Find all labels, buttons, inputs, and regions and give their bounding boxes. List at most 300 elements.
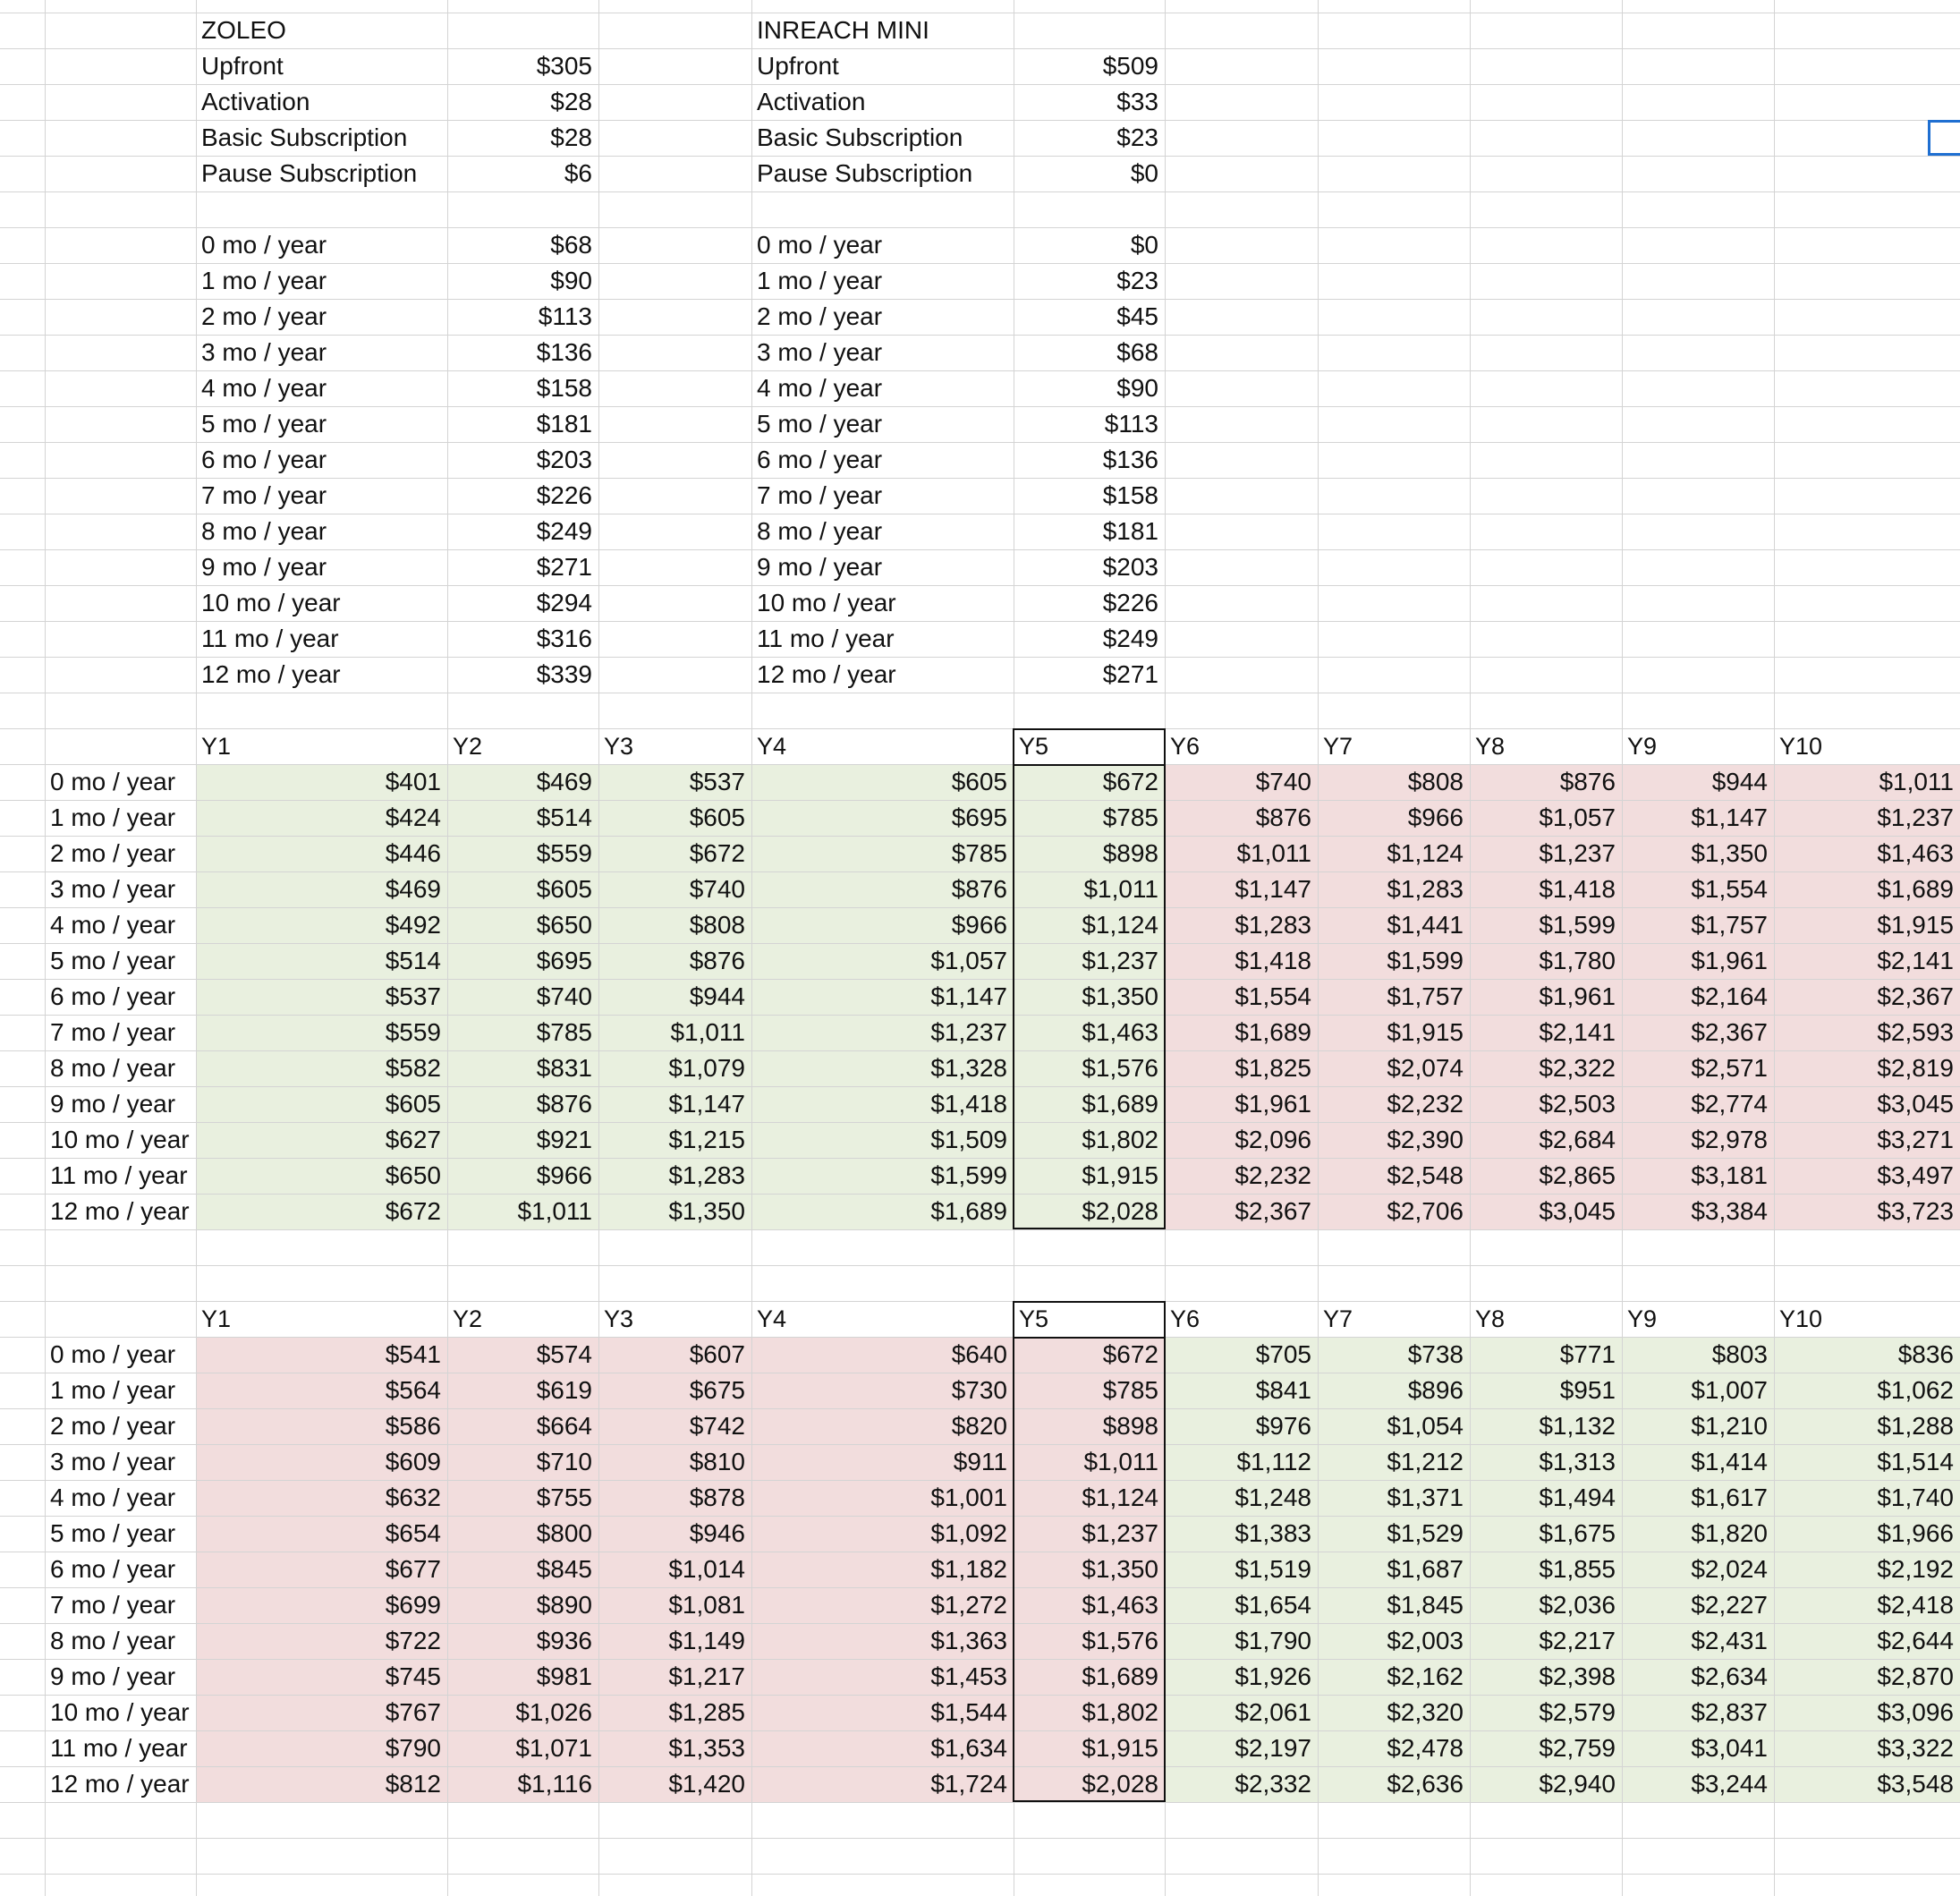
inreach-usage-value[interactable]: $249 <box>1102 625 1158 652</box>
inreach-usage-label[interactable]: 3 mo / year <box>757 338 883 366</box>
projection_inreach-cell[interactable]: $1,026 <box>515 1698 592 1726</box>
projection_inreach-cell[interactable]: $810 <box>689 1448 745 1475</box>
zoleo-usage-value[interactable]: $226 <box>536 481 592 509</box>
projection_inreach-cell[interactable]: $1,383 <box>1235 1519 1311 1547</box>
inreach-usage-label[interactable]: 9 mo / year <box>757 553 883 581</box>
projection_inreach-row-label[interactable]: 1 mo / year <box>50 1376 176 1404</box>
projection_zoleo-cell[interactable]: $1,599 <box>1387 947 1464 974</box>
zoleo-usage-value[interactable]: $271 <box>536 553 592 581</box>
projection_zoleo-cell[interactable]: $2,503 <box>1539 1090 1616 1118</box>
projection_inreach-cell[interactable]: $1,001 <box>930 1484 1007 1511</box>
projection_zoleo-cell[interactable]: $1,124 <box>1082 911 1158 939</box>
projection_inreach-cell[interactable]: $2,940 <box>1539 1770 1616 1798</box>
projection_inreach-cell[interactable]: $1,617 <box>1691 1484 1768 1511</box>
projection_inreach-cell[interactable]: $2,636 <box>1387 1770 1464 1798</box>
projection_inreach-cell[interactable]: $2,478 <box>1387 1734 1464 1762</box>
projection_zoleo-cell[interactable]: $1,689 <box>1082 1090 1158 1118</box>
projection_inreach-cell[interactable]: $3,096 <box>1877 1698 1954 1726</box>
projection_inreach-cell[interactable]: $976 <box>1255 1412 1311 1440</box>
projection_inreach-cell[interactable]: $1,092 <box>930 1519 1007 1547</box>
projection_zoleo-cell[interactable]: $1,509 <box>930 1126 1007 1153</box>
inreach-usage-value[interactable]: $0 <box>1130 231 1158 259</box>
projection_inreach-cell[interactable]: $1,740 <box>1877 1484 1954 1511</box>
projection_zoleo-cell[interactable]: $1,915 <box>1082 1161 1158 1189</box>
projection_zoleo-cell[interactable]: $605 <box>689 803 745 831</box>
projection_inreach-cell[interactable]: $2,036 <box>1539 1591 1616 1619</box>
projection_zoleo-cell[interactable]: $2,028 <box>1082 1197 1158 1225</box>
projection_zoleo-cell[interactable]: $695 <box>536 947 592 974</box>
projection_inreach-cell[interactable]: $1,820 <box>1691 1519 1768 1547</box>
zoleo-usage-value[interactable]: $203 <box>536 446 592 473</box>
projection_zoleo-cell[interactable]: $582 <box>385 1054 441 1082</box>
inreach-usage-label[interactable]: 1 mo / year <box>757 267 883 294</box>
zoleo-usage-value[interactable]: $158 <box>536 374 592 402</box>
projection_zoleo-cell[interactable]: $559 <box>385 1018 441 1046</box>
projection_inreach-row-label[interactable]: 5 mo / year <box>50 1519 176 1547</box>
projection_inreach-cell[interactable]: $1,544 <box>930 1698 1007 1726</box>
projection_inreach-cell[interactable]: $2,192 <box>1877 1555 1954 1583</box>
projection_zoleo-cell[interactable]: $1,441 <box>1387 911 1464 939</box>
projection_zoleo-cell[interactable]: $492 <box>385 911 441 939</box>
zoleo-usage-value[interactable]: $316 <box>536 625 592 652</box>
projection_inreach-year-header[interactable]: Y10 <box>1779 1305 1823 1332</box>
zoleo-usage-label[interactable]: 3 mo / year <box>201 338 327 366</box>
projection_inreach-cell[interactable]: $586 <box>385 1412 441 1440</box>
inreach-usage-value[interactable]: $226 <box>1102 589 1158 616</box>
projection_zoleo-cell[interactable]: $2,141 <box>1877 947 1954 974</box>
projection_zoleo-cell[interactable]: $1,237 <box>1082 947 1158 974</box>
projection_zoleo-cell[interactable]: $514 <box>536 803 592 831</box>
projection_inreach-cell[interactable]: $1,116 <box>517 1770 592 1798</box>
projection_zoleo-cell[interactable]: $2,390 <box>1387 1126 1464 1153</box>
projection_zoleo-row-label[interactable]: 0 mo / year <box>50 768 176 795</box>
projection_zoleo-cell[interactable]: $1,283 <box>1387 875 1464 903</box>
projection_zoleo-cell[interactable]: $740 <box>1255 768 1311 795</box>
projection_zoleo-cell[interactable]: $1,418 <box>1235 947 1311 974</box>
projection_zoleo-cell[interactable]: $1,554 <box>1691 875 1768 903</box>
projection_zoleo-cell[interactable]: $785 <box>536 1018 592 1046</box>
projection_zoleo-cell[interactable]: $1,124 <box>1387 839 1464 867</box>
projection_zoleo-row-label[interactable]: 3 mo / year <box>50 875 176 903</box>
projection_zoleo-cell[interactable]: $2,322 <box>1539 1054 1616 1082</box>
inreach-usage-value[interactable]: $158 <box>1102 481 1158 509</box>
inreach-usage-label[interactable]: 12 mo / year <box>757 660 896 688</box>
projection_zoleo-cell[interactable]: $785 <box>1102 803 1158 831</box>
projection_zoleo-cell[interactable]: $2,865 <box>1539 1161 1616 1189</box>
projection_zoleo-cell[interactable]: $898 <box>1102 839 1158 867</box>
projection_zoleo-cell[interactable]: $3,723 <box>1877 1197 1954 1225</box>
projection_zoleo-row-label[interactable]: 12 mo / year <box>50 1197 190 1225</box>
projection_zoleo-year-header[interactable]: Y1 <box>201 733 232 760</box>
projection_inreach-cell[interactable]: $1,014 <box>668 1555 745 1583</box>
zoleo-usage-value[interactable]: $136 <box>536 338 592 366</box>
projection_inreach-cell[interactable]: $672 <box>1102 1340 1158 1368</box>
projection_zoleo-cell[interactable]: $1,011 <box>1879 768 1954 795</box>
projection_zoleo-cell[interactable]: $672 <box>689 839 745 867</box>
projection_inreach-cell[interactable]: $2,332 <box>1235 1770 1311 1798</box>
projection_zoleo-cell[interactable]: $1,057 <box>1539 803 1616 831</box>
projection_inreach-row-label[interactable]: 9 mo / year <box>50 1662 176 1690</box>
projection_zoleo-cell[interactable]: $966 <box>951 911 1007 939</box>
projection_inreach-cell[interactable]: $1,634 <box>930 1734 1007 1762</box>
projection_inreach-cell[interactable]: $981 <box>536 1662 592 1690</box>
projection_inreach-cell[interactable]: $1,182 <box>930 1555 1007 1583</box>
projection_zoleo-cell[interactable]: $537 <box>385 982 441 1010</box>
projection_inreach-cell[interactable]: $742 <box>689 1412 745 1440</box>
projection_inreach-cell[interactable]: $890 <box>536 1591 592 1619</box>
projection_inreach-cell[interactable]: $1,675 <box>1539 1519 1616 1547</box>
projection_zoleo-cell[interactable]: $559 <box>536 839 592 867</box>
projection_inreach-year-header[interactable]: Y9 <box>1627 1305 1658 1332</box>
projection_zoleo-cell[interactable]: $1,147 <box>1691 803 1768 831</box>
projection_zoleo-cell[interactable]: $944 <box>1711 768 1768 795</box>
zoleo-usage-value[interactable]: $249 <box>536 517 592 545</box>
projection_zoleo-cell[interactable]: $740 <box>689 875 745 903</box>
projection_zoleo-cell[interactable]: $1,328 <box>930 1054 1007 1082</box>
zoleo-fee-label[interactable]: Upfront <box>201 52 284 80</box>
zoleo-title[interactable]: ZOLEO <box>201 16 286 44</box>
projection_zoleo-row-label[interactable]: 8 mo / year <box>50 1054 176 1082</box>
projection_zoleo-year-header[interactable]: Y10 <box>1779 733 1823 760</box>
projection_zoleo-cell[interactable]: $1,350 <box>1082 982 1158 1010</box>
projection_inreach-row-label[interactable]: 3 mo / year <box>50 1448 176 1475</box>
projection_inreach-cell[interactable]: $2,227 <box>1691 1591 1768 1619</box>
projection_inreach-cell[interactable]: $1,363 <box>930 1627 1007 1654</box>
projection_inreach-cell[interactable]: $771 <box>1559 1340 1616 1368</box>
inreach-usage-value[interactable]: $203 <box>1102 553 1158 581</box>
zoleo-fee-value[interactable]: $305 <box>536 52 592 80</box>
projection_inreach-cell[interactable]: $755 <box>536 1484 592 1511</box>
projection_zoleo-cell[interactable]: $1,237 <box>1877 803 1954 831</box>
projection_inreach-cell[interactable]: $2,061 <box>1235 1698 1311 1726</box>
projection_inreach-cell[interactable]: $2,398 <box>1539 1662 1616 1690</box>
projection_inreach-cell[interactable]: $3,322 <box>1877 1734 1954 1762</box>
zoleo-usage-label[interactable]: 10 mo / year <box>201 589 341 616</box>
projection_inreach-cell[interactable]: $664 <box>536 1412 592 1440</box>
projection_inreach-cell[interactable]: $2,197 <box>1235 1734 1311 1762</box>
projection_zoleo-cell[interactable]: $808 <box>1407 768 1464 795</box>
projection_inreach-row-label[interactable]: 7 mo / year <box>50 1591 176 1619</box>
projection_zoleo-cell[interactable]: $3,045 <box>1877 1090 1954 1118</box>
projection_inreach-cell[interactable]: $2,418 <box>1877 1591 1954 1619</box>
zoleo-usage-label[interactable]: 1 mo / year <box>201 267 327 294</box>
zoleo-usage-label[interactable]: 0 mo / year <box>201 231 327 259</box>
projection_zoleo-cell[interactable]: $1,599 <box>1539 911 1616 939</box>
projection_inreach-cell[interactable]: $677 <box>385 1555 441 1583</box>
projection_zoleo-cell[interactable]: $1,689 <box>1235 1018 1311 1046</box>
projection_zoleo-cell[interactable]: $1,780 <box>1539 947 1616 974</box>
projection_inreach-year-header[interactable]: Y5 <box>1019 1305 1049 1332</box>
projection_inreach-cell[interactable]: $1,062 <box>1877 1376 1954 1404</box>
projection_inreach-cell[interactable]: $785 <box>1102 1376 1158 1404</box>
projection_zoleo-cell[interactable]: $1,011 <box>670 1018 745 1046</box>
projection_zoleo-row-label[interactable]: 1 mo / year <box>50 803 176 831</box>
projection_inreach-cell[interactable]: $2,028 <box>1082 1770 1158 1798</box>
projection_zoleo-year-header[interactable]: Y8 <box>1475 733 1506 760</box>
projection_zoleo-cell[interactable]: $966 <box>1407 803 1464 831</box>
projection_inreach-row-label[interactable]: 8 mo / year <box>50 1627 176 1654</box>
projection_inreach-cell[interactable]: $1,313 <box>1539 1448 1616 1475</box>
projection_inreach-cell[interactable]: $1,071 <box>515 1734 592 1762</box>
projection_inreach-cell[interactable]: $1,285 <box>668 1698 745 1726</box>
projection_zoleo-cell[interactable]: $672 <box>1102 768 1158 795</box>
inreach-usage-value[interactable]: $23 <box>1116 267 1158 294</box>
zoleo-fee-value[interactable]: $6 <box>564 159 592 187</box>
projection_zoleo-row-label[interactable]: 10 mo / year <box>50 1126 190 1153</box>
projection_zoleo-cell[interactable]: $1,802 <box>1082 1126 1158 1153</box>
projection_zoleo-cell[interactable]: $2,978 <box>1691 1126 1768 1153</box>
projection_inreach-cell[interactable]: $2,217 <box>1539 1627 1616 1654</box>
inreach-fee-label[interactable]: Basic Subscription <box>757 123 963 151</box>
projection_zoleo-cell[interactable]: $1,554 <box>1235 982 1311 1010</box>
zoleo-usage-value[interactable]: $68 <box>550 231 592 259</box>
projection_inreach-cell[interactable]: $2,579 <box>1539 1698 1616 1726</box>
inreach-usage-label[interactable]: 7 mo / year <box>757 481 883 509</box>
zoleo-usage-value[interactable]: $339 <box>536 660 592 688</box>
projection_inreach-cell[interactable]: $845 <box>536 1555 592 1583</box>
zoleo-usage-label[interactable]: 7 mo / year <box>201 481 327 509</box>
zoleo-usage-label[interactable]: 9 mo / year <box>201 553 327 581</box>
zoleo-usage-label[interactable]: 12 mo / year <box>201 660 341 688</box>
projection_inreach-cell[interactable]: $800 <box>536 1519 592 1547</box>
projection_inreach-cell[interactable]: $738 <box>1407 1340 1464 1368</box>
projection_inreach-cell[interactable]: $675 <box>689 1376 745 1404</box>
projection_inreach-cell[interactable]: $654 <box>385 1519 441 1547</box>
projection_inreach-year-header[interactable]: Y8 <box>1475 1305 1506 1332</box>
projection_zoleo-cell[interactable]: $2,548 <box>1387 1161 1464 1189</box>
projection_zoleo-cell[interactable]: $876 <box>689 947 745 974</box>
projection_inreach-row-label[interactable]: 10 mo / year <box>50 1698 190 1726</box>
projection_zoleo-cell[interactable]: $1,079 <box>668 1054 745 1082</box>
projection_zoleo-cell[interactable]: $605 <box>536 875 592 903</box>
projection_zoleo-cell[interactable]: $3,497 <box>1877 1161 1954 1189</box>
projection_zoleo-cell[interactable]: $1,283 <box>668 1161 745 1189</box>
inreach-usage-value[interactable]: $113 <box>1104 410 1158 438</box>
projection_inreach-cell[interactable]: $640 <box>951 1340 1007 1368</box>
zoleo-usage-value[interactable]: $181 <box>536 410 592 438</box>
projection_inreach-year-header[interactable]: Y6 <box>1170 1305 1201 1332</box>
projection_inreach-cell[interactable]: $632 <box>385 1484 441 1511</box>
inreach-usage-value[interactable]: $136 <box>1102 446 1158 473</box>
projection_zoleo-cell[interactable]: $785 <box>951 839 1007 867</box>
projection_inreach-year-header[interactable]: Y2 <box>453 1305 483 1332</box>
inreach-fee-value[interactable]: $0 <box>1130 159 1158 187</box>
projection_zoleo-cell[interactable]: $605 <box>951 768 1007 795</box>
inreach-usage-value[interactable]: $45 <box>1116 302 1158 330</box>
zoleo-usage-label[interactable]: 11 mo / year <box>201 625 339 652</box>
projection_inreach-cell[interactable]: $896 <box>1407 1376 1464 1404</box>
projection_zoleo-cell[interactable]: $627 <box>385 1126 441 1153</box>
projection_inreach-year-header[interactable]: Y4 <box>757 1305 787 1332</box>
projection_zoleo-cell[interactable]: $1,915 <box>1387 1018 1464 1046</box>
projection_zoleo-year-header[interactable]: Y3 <box>604 733 634 760</box>
projection_inreach-cell[interactable]: $1,124 <box>1082 1484 1158 1511</box>
projection_inreach-cell[interactable]: $3,244 <box>1691 1770 1768 1798</box>
inreach-usage-label[interactable]: 5 mo / year <box>757 410 883 438</box>
projection_zoleo-cell[interactable]: $921 <box>536 1126 592 1153</box>
inreach-fee-value[interactable]: $509 <box>1102 52 1158 80</box>
selected-cell-indicator[interactable] <box>1928 120 1960 156</box>
projection_inreach-cell[interactable]: $1,081 <box>668 1591 745 1619</box>
projection_inreach-cell[interactable]: $1,212 <box>1387 1448 1464 1475</box>
projection_zoleo-cell[interactable]: $1,463 <box>1877 839 1954 867</box>
projection_zoleo-row-label[interactable]: 4 mo / year <box>50 911 176 939</box>
inreach-usage-label[interactable]: 4 mo / year <box>757 374 883 402</box>
projection_inreach-cell[interactable]: $841 <box>1255 1376 1311 1404</box>
projection_inreach-cell[interactable]: $1,149 <box>668 1627 745 1654</box>
projection_zoleo-cell[interactable]: $446 <box>385 839 441 867</box>
projection_zoleo-cell[interactable]: $1,463 <box>1082 1018 1158 1046</box>
projection_inreach-cell[interactable]: $803 <box>1711 1340 1768 1368</box>
projection_zoleo-cell[interactable]: $966 <box>536 1161 592 1189</box>
projection_zoleo-cell[interactable]: $695 <box>951 803 1007 831</box>
projection_zoleo-row-label[interactable]: 2 mo / year <box>50 839 176 867</box>
projection_zoleo-cell[interactable]: $2,367 <box>1235 1197 1311 1225</box>
zoleo-fee-label[interactable]: Activation <box>201 88 310 115</box>
projection_inreach-cell[interactable]: $2,644 <box>1877 1627 1954 1654</box>
projection_inreach-cell[interactable]: $2,024 <box>1691 1555 1768 1583</box>
projection_inreach-cell[interactable]: $745 <box>385 1662 441 1690</box>
projection_inreach-cell[interactable]: $1,420 <box>668 1770 745 1798</box>
projection_inreach-cell[interactable]: $1,915 <box>1082 1734 1158 1762</box>
zoleo-fee-label[interactable]: Pause Subscription <box>201 159 418 187</box>
projection_inreach-cell[interactable]: $1,112 <box>1236 1448 1311 1475</box>
projection_zoleo-cell[interactable]: $808 <box>689 911 745 939</box>
projection_inreach-row-label[interactable]: 6 mo / year <box>50 1555 176 1583</box>
projection_inreach-cell[interactable]: $911 <box>953 1448 1007 1475</box>
projection_zoleo-cell[interactable]: $1,825 <box>1235 1054 1311 1082</box>
projection_inreach-year-header[interactable]: Y3 <box>604 1305 634 1332</box>
zoleo-fee-value[interactable]: $28 <box>550 123 592 151</box>
projection_inreach-cell[interactable]: $1,724 <box>930 1770 1007 1798</box>
projection_inreach-cell[interactable]: $1,353 <box>668 1734 745 1762</box>
projection_inreach-cell[interactable]: $1,529 <box>1387 1519 1464 1547</box>
projection_zoleo-row-label[interactable]: 9 mo / year <box>50 1090 176 1118</box>
projection_inreach-cell[interactable]: $898 <box>1102 1412 1158 1440</box>
projection_zoleo-cell[interactable]: $1,147 <box>1235 875 1311 903</box>
zoleo-usage-label[interactable]: 6 mo / year <box>201 446 327 473</box>
projection_inreach-row-label[interactable]: 11 mo / year <box>50 1734 188 1762</box>
projection_inreach-cell[interactable]: $574 <box>536 1340 592 1368</box>
projection_zoleo-cell[interactable]: $876 <box>536 1090 592 1118</box>
projection_zoleo-year-header[interactable]: Y9 <box>1627 733 1658 760</box>
projection_zoleo-cell[interactable]: $1,011 <box>1083 875 1158 903</box>
projection_inreach-cell[interactable]: $564 <box>385 1376 441 1404</box>
zoleo-fee-label[interactable]: Basic Subscription <box>201 123 408 151</box>
projection_inreach-year-header[interactable]: Y1 <box>201 1305 232 1332</box>
projection_inreach-cell[interactable]: $1,217 <box>668 1662 745 1690</box>
projection_inreach-cell[interactable]: $1,576 <box>1082 1627 1158 1654</box>
projection_inreach-cell[interactable]: $1,248 <box>1235 1484 1311 1511</box>
projection_inreach-cell[interactable]: $1,514 <box>1877 1448 1954 1475</box>
projection_zoleo-cell[interactable]: $2,571 <box>1691 1054 1768 1082</box>
projection_inreach-cell[interactable]: $699 <box>385 1591 441 1619</box>
projection_inreach-cell[interactable]: $951 <box>1559 1376 1616 1404</box>
projection_zoleo-cell[interactable]: $650 <box>536 911 592 939</box>
projection_zoleo-row-label[interactable]: 5 mo / year <box>50 947 176 974</box>
projection_zoleo-cell[interactable]: $876 <box>951 875 1007 903</box>
projection_zoleo-year-header[interactable]: Y6 <box>1170 733 1201 760</box>
projection_inreach-cell[interactable]: $619 <box>536 1376 592 1404</box>
projection_inreach-cell[interactable]: $1,272 <box>930 1591 1007 1619</box>
inreach-fee-label[interactable]: Pause Subscription <box>757 159 973 187</box>
projection_inreach-cell[interactable]: $1,453 <box>930 1662 1007 1690</box>
projection_inreach-cell[interactable]: $1,210 <box>1691 1412 1768 1440</box>
projection_inreach-cell[interactable]: $1,855 <box>1539 1555 1616 1583</box>
inreach-usage-label[interactable]: 8 mo / year <box>757 517 883 545</box>
projection_zoleo-cell[interactable]: $514 <box>385 947 441 974</box>
zoleo-fee-value[interactable]: $28 <box>550 88 592 115</box>
projection_zoleo-cell[interactable]: $469 <box>536 768 592 795</box>
projection_inreach-cell[interactable]: $767 <box>385 1698 441 1726</box>
projection_zoleo-cell[interactable]: $3,181 <box>1691 1161 1768 1189</box>
projection_zoleo-cell[interactable]: $1,350 <box>1691 839 1768 867</box>
projection_inreach-cell[interactable]: $1,463 <box>1082 1591 1158 1619</box>
projection_inreach-cell[interactable]: $2,003 <box>1387 1627 1464 1654</box>
projection_inreach-cell[interactable]: $1,011 <box>1083 1448 1158 1475</box>
projection_inreach-cell[interactable]: $946 <box>689 1519 745 1547</box>
projection_inreach-row-label[interactable]: 4 mo / year <box>50 1484 176 1511</box>
projection_zoleo-row-label[interactable]: 6 mo / year <box>50 982 176 1010</box>
projection_zoleo-cell[interactable]: $537 <box>689 768 745 795</box>
projection_inreach-cell[interactable]: $1,845 <box>1387 1591 1464 1619</box>
inreach-usage-label[interactable]: 6 mo / year <box>757 446 883 473</box>
projection_inreach-cell[interactable]: $1,007 <box>1691 1376 1768 1404</box>
projection_zoleo-cell[interactable]: $2,593 <box>1877 1018 1954 1046</box>
projection_inreach-cell[interactable]: $1,132 <box>1539 1412 1616 1440</box>
projection_zoleo-cell[interactable]: $2,706 <box>1387 1197 1464 1225</box>
projection_zoleo-cell[interactable]: $1,011 <box>1236 839 1311 867</box>
inreach-title[interactable]: INREACH MINI <box>757 16 929 44</box>
projection_inreach-cell[interactable]: $2,837 <box>1691 1698 1768 1726</box>
projection_zoleo-cell[interactable]: $1,576 <box>1082 1054 1158 1082</box>
projection_zoleo-row-label[interactable]: 11 mo / year <box>50 1161 188 1189</box>
projection_zoleo-cell[interactable]: $1,011 <box>517 1197 592 1225</box>
inreach-usage-label[interactable]: 2 mo / year <box>757 302 883 330</box>
projection_inreach-cell[interactable]: $1,926 <box>1235 1662 1311 1690</box>
projection_inreach-cell[interactable]: $790 <box>385 1734 441 1762</box>
projection_inreach-cell[interactable]: $705 <box>1255 1340 1311 1368</box>
projection_zoleo-cell[interactable]: $2,367 <box>1691 1018 1768 1046</box>
projection_inreach-cell[interactable]: $3,548 <box>1877 1770 1954 1798</box>
projection_zoleo-cell[interactable]: $1,418 <box>1539 875 1616 903</box>
projection_zoleo-cell[interactable]: $3,045 <box>1539 1197 1616 1225</box>
projection_inreach-cell[interactable]: $1,371 <box>1387 1484 1464 1511</box>
projection_inreach-row-label[interactable]: 12 mo / year <box>50 1770 190 1798</box>
projection_zoleo-cell[interactable]: $1,961 <box>1691 947 1768 974</box>
projection_inreach-cell[interactable]: $722 <box>385 1627 441 1654</box>
projection_zoleo-cell[interactable]: $2,684 <box>1539 1126 1616 1153</box>
projection_zoleo-cell[interactable]: $650 <box>385 1161 441 1189</box>
inreach-usage-value[interactable]: $68 <box>1116 338 1158 366</box>
zoleo-usage-value[interactable]: $294 <box>536 589 592 616</box>
projection_zoleo-cell[interactable]: $1,147 <box>930 982 1007 1010</box>
projection_inreach-cell[interactable]: $1,689 <box>1082 1662 1158 1690</box>
projection_inreach-cell[interactable]: $609 <box>385 1448 441 1475</box>
projection_zoleo-year-header[interactable]: Y4 <box>757 733 787 760</box>
inreach-usage-value[interactable]: $90 <box>1116 374 1158 402</box>
projection_inreach-cell[interactable]: $2,759 <box>1539 1734 1616 1762</box>
projection_inreach-cell[interactable]: $878 <box>689 1484 745 1511</box>
projection_zoleo-cell[interactable]: $1,961 <box>1539 982 1616 1010</box>
projection_inreach-cell[interactable]: $730 <box>951 1376 1007 1404</box>
projection_zoleo-cell[interactable]: $1,757 <box>1691 911 1768 939</box>
projection_zoleo-cell[interactable]: $401 <box>385 768 441 795</box>
projection_inreach-cell[interactable]: $2,320 <box>1387 1698 1464 1726</box>
projection_inreach-cell[interactable]: $1,519 <box>1235 1555 1311 1583</box>
zoleo-usage-value[interactable]: $113 <box>538 302 592 330</box>
projection_inreach-row-label[interactable]: 0 mo / year <box>50 1340 176 1368</box>
